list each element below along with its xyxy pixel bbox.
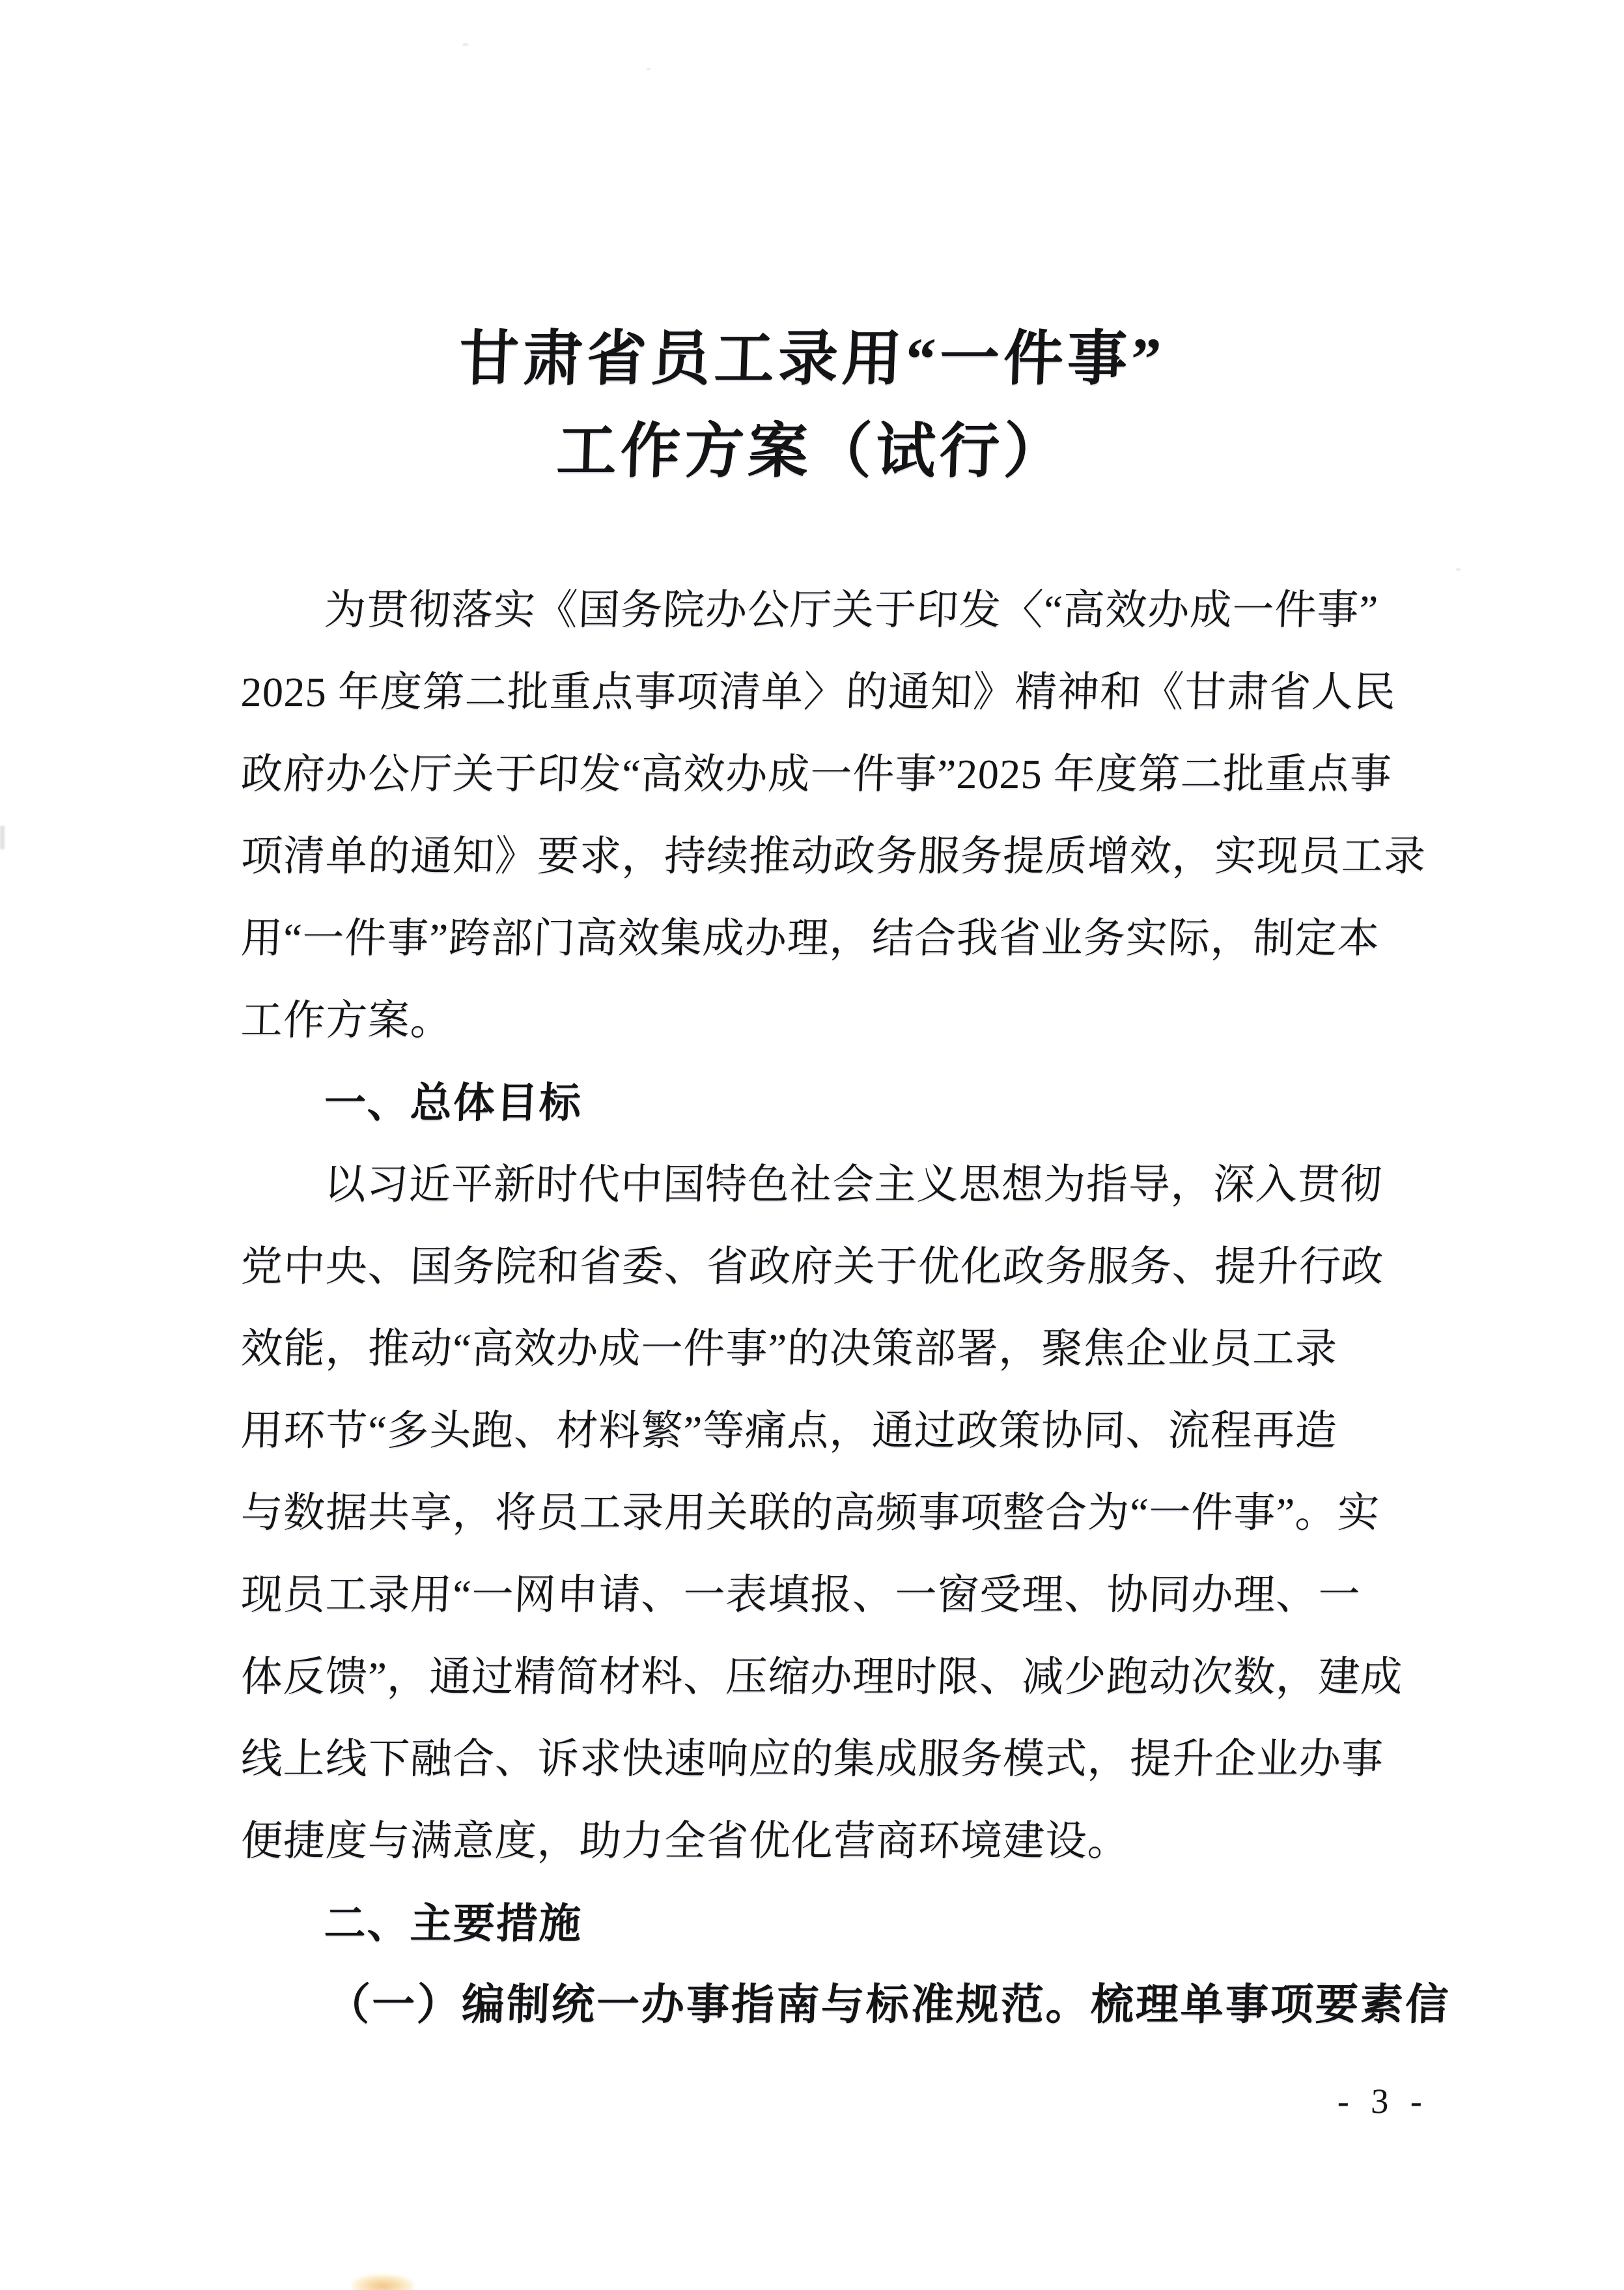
page-number: - 3 - <box>1336 2082 1430 2121</box>
scan-speck <box>462 43 469 46</box>
section-heading: 二、主要措施 <box>323 1900 583 1947</box>
text-line: 为贯彻落实《国务院办公厅关于印发〈“高效办成一件事” <box>323 587 1380 633</box>
text-line: 以习近平新时代中国特色社会主义思想为指导，深入贯彻 <box>323 1161 1384 1208</box>
text-line: 体反馈”，通过精简材料、压缩办理时限、减少跑动次数，建成 <box>240 1654 1404 1700</box>
subsection-heading: （一）编制统一办事指南与标准规范。梳理单事项要素信 <box>326 1981 1451 2029</box>
text-line: 效能，推动“高效办成一件事”的决策部署，聚焦企业员工录 <box>240 1325 1339 1372</box>
scan-speck <box>647 68 651 70</box>
document-title <box>0 313 1624 498</box>
text-line: 线上线下融合、诉求快速响应的集成服务模式，提升企业办事 <box>240 1736 1385 1782</box>
section-heading: 一、总体目标 <box>323 1079 583 1126</box>
text-line: 工作方案。 <box>240 997 454 1043</box>
scan-edge-artifact <box>0 826 5 849</box>
text-line: 用环节“多头跑、材料繁”等痛点，通过政策协同、流程再造 <box>240 1407 1339 1454</box>
scan-speck <box>1456 568 1461 571</box>
text-line: 与数据共享，将员工录用关联的高频事项整合为“一件事”。实 <box>240 1490 1381 1536</box>
title-line-1: 甘肃省员工录用“一件事” <box>458 326 1166 392</box>
text-line: 便捷度与满意度，助力全省优化营商环境建设。 <box>240 1818 1131 1864</box>
title-line-2: 工作方案（试行） <box>555 418 1069 485</box>
text-line: 现员工录用“一网申请、一表填报、一窗受理、协同办理、一 <box>240 1572 1362 1618</box>
text-line: 2025 年度第二批重点事项清单〉的通知》精神和《甘肃省人民 <box>240 669 1397 715</box>
text-line: 用“一件事”跨部门高效集成办理，结合我省业务实际，制定本 <box>240 915 1381 961</box>
text-line: 政府办公厅关于印发“高效办成一件事”2025 年度第二批重点事 <box>240 751 1393 797</box>
stamp-remnant <box>352 2274 414 2290</box>
text-line: 项清单的通知》要求，持续推动政务服务提质增效，实现员工录 <box>240 833 1427 879</box>
document-body <box>240 569 1451 2046</box>
text-line: 党中央、国务院和省委、省政府关于优化政务服务、提升行政 <box>240 1243 1385 1290</box>
